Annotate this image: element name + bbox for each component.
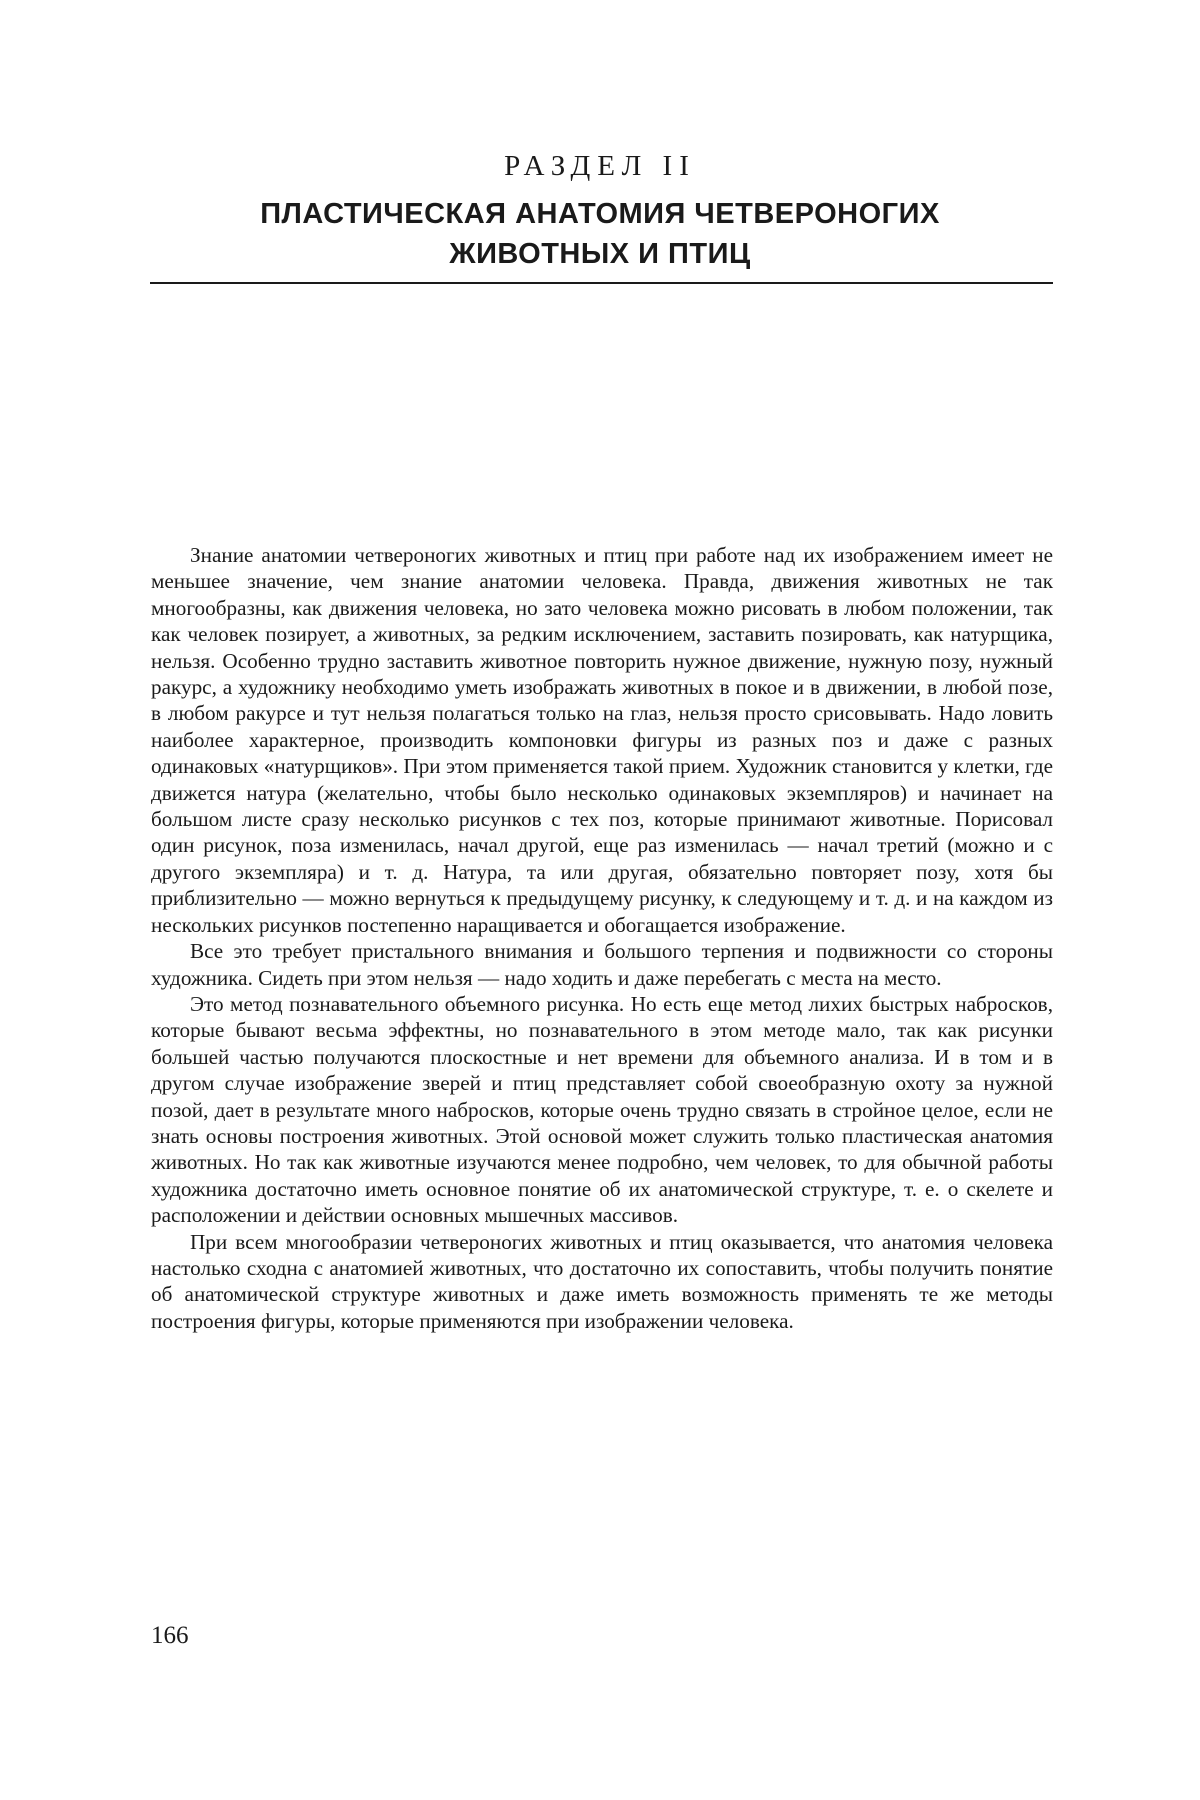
section-label: РАЗДЕЛ II xyxy=(504,150,696,182)
paragraph: Все это требует пристального внимания и большого терпения и подвижности со стороны художника. Сидеть при этом нельзя — надо ходить и даже перебегать с места на место. xyxy=(151,939,1053,990)
paragraph: Это метод познавательного объемного рисунка. Но есть еще метод лихих быстрых набросков, которые бывают весьма эффектны, но познавательного в этом методе мало, так как рисунки большей частью получаются плоскостные и нет времени для объемного анализа. И в том и в другом случае изображение зверей и птиц представляет собой своеобразную охоту за нужной позой, дает в результате много набросков, которые очень трудно связать в стройное целое, если не знать основы построения животных. Этой основой может служить только пластическая анатомия животных. Но так как животные изучаются менее подробно, чем человек, то для обычной работы художника достаточно иметь основное понятие об их анатомической структуре, т. е. о скелете и расположении и действии основных мышечных массивов. xyxy=(151,991,1053,1228)
body-text xyxy=(151,542,1053,1334)
paragraph: Знание анатомии четвероногих животных и птиц при работе над их изображением имеет не меньшее значение, чем знание анатомии человека. Правда, движения животных не так многообразны, как движения человека, но зато человека можно рисовать в любом положении, так как человек позирует, а животных, за редким исключением, заставить позировать, как натурщика, нельзя. Особенно трудно заставить животное повторить нужное движение, нужную позу, нужный ракурс, а художнику необходимо уметь изображать животных в покое и в движении, в любой позе, в любом ракурсе и тут нельзя полагаться только на глаз, нельзя просто срисовывать. Надо ловить наиболее характерное, производить компоновки фигуры из разных поз и даже с разных одинаковых «натурщиков». При этом применяется такой прием. Художник становится у клетки, где движется натура (желательно, чтобы было несколько одинаковых экземпляров) и начинает на большом листе сразу несколько рисунков с тех поз, которые принимают животные. Порисовал один рисунок, поза изменилась, начал другой, еще раз изменилась — начал третий (можно и с другого экземпляра) и т. д. Натура, та или другая, обязательно повторяет позу, хотя бы приблизительно — можно вернуться к предыдущему рисунку, к следующему и т. д. и на каждом из нескольких рисунков постепенно наращивается и обогащается изображение. xyxy=(151,543,1053,937)
section-title-line-1: ПЛАСТИЧЕСКАЯ АНАТОМИЯ ЧЕТВЕРОНОГИХ xyxy=(260,198,940,230)
section-title xyxy=(0,194,1200,274)
page-number: 166 xyxy=(151,1622,189,1649)
section-title-line-2: ЖИВОТНЫХ И ПТИЦ xyxy=(449,238,751,270)
title-divider xyxy=(150,282,1053,284)
paragraph: При всем многообразии четвероногих животных и птиц оказывается, что анатомия человека настолько сходна с анатомией животных, что достаточно их сопоставить, чтобы получить понятие об анатомической структуре животных и даже иметь возможность применять те же методы построения фигуры, которые применяются при изображении человека. xyxy=(151,1229,1053,1333)
